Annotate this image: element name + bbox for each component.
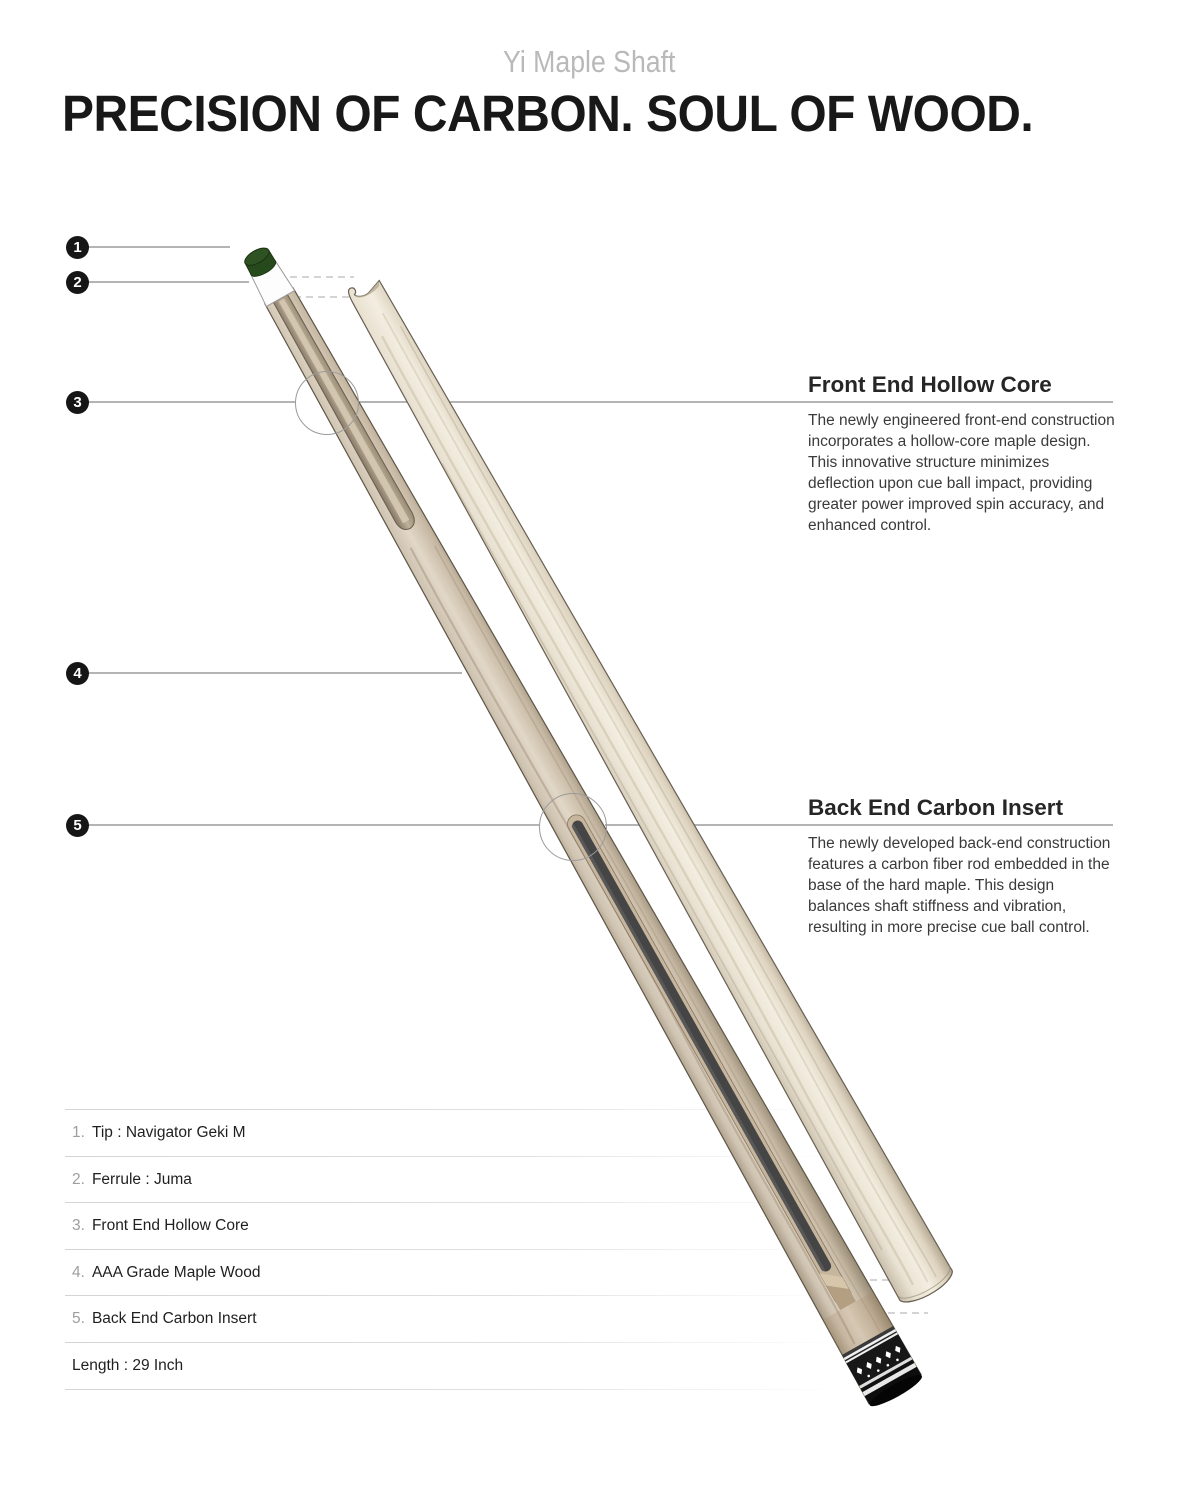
callout-disc-5: 5 bbox=[66, 814, 89, 837]
legend-item-number: 3. bbox=[72, 1217, 85, 1234]
callout-disc-4: 4 bbox=[66, 662, 89, 685]
section-heading-back-end: Back End Carbon Insert bbox=[808, 795, 1064, 820]
legend-item-label: Back End Carbon Insert bbox=[91, 1310, 257, 1327]
callout-disc-2: 2 bbox=[66, 271, 89, 294]
callout-disc-3: 3 bbox=[66, 391, 89, 414]
magnifier-ring-hollow-core bbox=[295, 371, 359, 435]
legend-item-label: Length : 29 Inch bbox=[72, 1357, 184, 1374]
page-title-text: PRECISION OF CARBON. SOUL OF WOOD. bbox=[62, 85, 1034, 142]
magnifier-ring-carbon-insert bbox=[539, 793, 607, 861]
legend-item-label: Front End Hollow Core bbox=[91, 1217, 249, 1234]
callout-disc-1: 1 bbox=[66, 236, 89, 259]
section-body-front-end: The newly engineered front-end construction incorporates a hollow-core maple design. This innovative structure minimizes deflection upon cue ball impact, providing greater power improved spin accuracy, and enhanced control. bbox=[808, 412, 1115, 534]
section-heading-front-end: Front End Hollow Core bbox=[808, 372, 1052, 397]
section-body-back-end: The newly developed back-end construction features a carbon fiber rod embedded in the base of the hard maple. This design balances shaft stiffness and vibration, resulting in more precise cue ball control. bbox=[808, 835, 1111, 936]
legend-item-number: 4. bbox=[72, 1264, 85, 1281]
product-subtitle-text: Yi Maple Shaft bbox=[503, 44, 676, 79]
page-title bbox=[62, 84, 1095, 143]
legend-item-number: 2. bbox=[72, 1171, 85, 1188]
legend-item-number: 5. bbox=[72, 1310, 85, 1327]
product-subtitle bbox=[0, 44, 1179, 80]
legend-item-label: AAA Grade Maple Wood bbox=[91, 1264, 261, 1281]
legend-item-label: Tip : Navigator Geki M bbox=[91, 1124, 246, 1141]
legend-item-label: Ferrule : Juma bbox=[91, 1171, 192, 1188]
legend-item-number: 1. bbox=[72, 1124, 85, 1141]
